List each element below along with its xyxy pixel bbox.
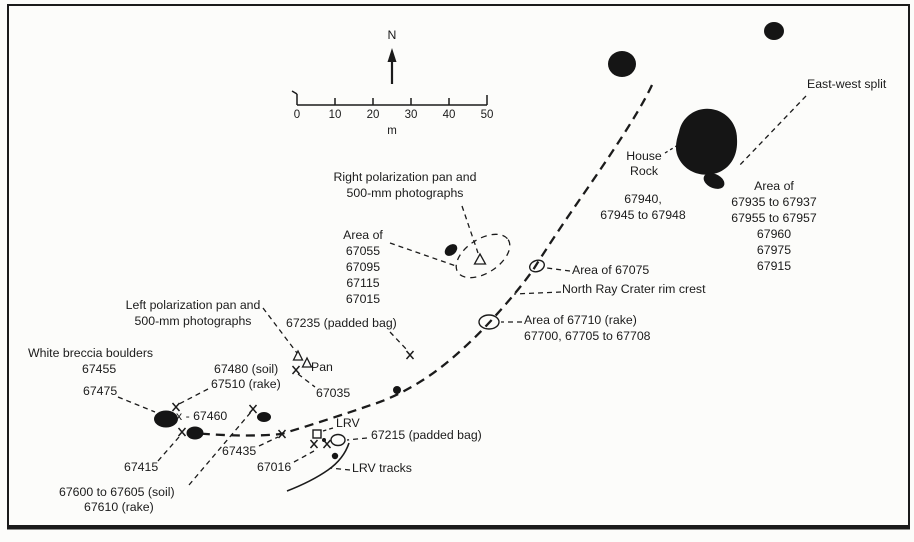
label-white-breccia: White breccia boulders	[28, 346, 154, 360]
boulder-dot	[393, 386, 401, 394]
leader-67510	[179, 389, 208, 404]
sample-x-mark	[311, 440, 318, 448]
lrv-tracks-curve	[287, 443, 349, 491]
scale-tick-0: 0	[293, 109, 301, 121]
label-rim-crest: North Ray Crater rim crest	[562, 282, 706, 296]
white-breccia-boulder	[187, 427, 204, 440]
label-67455: 67455	[82, 362, 117, 376]
leader-area-67075	[547, 268, 570, 271]
sample-x-mark	[324, 440, 331, 448]
label-67475: 67475	[83, 384, 118, 398]
house-rock-boulder	[676, 109, 737, 175]
leader-67035	[298, 374, 315, 387]
pan-area-dashed-ellipse	[449, 225, 518, 286]
leader-67435	[259, 437, 278, 446]
north-arrow-icon	[388, 48, 397, 84]
scale-tick-20: 20	[366, 109, 380, 121]
boulder-blob	[442, 242, 459, 259]
sample-x-mark	[179, 428, 186, 436]
label-bag-67215: 67215 (padded bag)	[371, 428, 482, 442]
label-lrv-tracks: LRV tracks	[352, 461, 412, 475]
boulders	[154, 22, 784, 459]
label-area-east-samples: Area of 67935 to 67937 67955 to 67957 67960 67975 67915	[731, 179, 817, 273]
leader-lrv	[323, 428, 333, 431]
area-67075-circle	[528, 258, 546, 273]
label-67510: 67510 (rake)	[211, 377, 281, 391]
leader-67415	[158, 437, 179, 461]
label-67415: 67415	[124, 460, 159, 474]
scale-tick-40: 40	[442, 109, 456, 121]
scale-bar	[292, 91, 487, 105]
label-bag-67235: 67235 (padded bag)	[286, 316, 397, 330]
north-label: N	[387, 28, 397, 42]
white-breccia-boulder	[154, 411, 178, 428]
scale-unit-label: m	[387, 125, 397, 137]
label-67480: 67480 (soil)	[214, 362, 279, 376]
leader-rim-crest-label	[514, 292, 561, 294]
leader-67475	[118, 397, 155, 412]
label-67610: 67610 (rake)	[84, 500, 154, 514]
scale-tick-30: 30	[404, 109, 418, 121]
label-67460: x - 67460	[176, 409, 228, 423]
boulder-dot	[332, 453, 338, 459]
label-house-rock: House Rock	[626, 149, 662, 178]
scale-tick-50: 50	[480, 109, 494, 121]
leader-lrv-tracks	[330, 468, 350, 470]
label-left-pan: Left polarization pan and 500-mm photographs	[125, 298, 261, 328]
left-pan-triangle	[294, 351, 303, 360]
label-area-67055: Area of 67055 67095 67115 67015	[343, 228, 383, 306]
right-pan-triangle	[475, 254, 486, 264]
white-breccia-boulder	[257, 412, 271, 422]
leader-east-west-split	[738, 96, 806, 167]
label-area-67075: Area of 67075	[572, 263, 650, 277]
label-lrv: LRV	[336, 416, 360, 430]
label-east-west-split: East-west split	[807, 77, 887, 91]
boulder-blob	[764, 22, 784, 40]
lrv-square	[313, 430, 321, 438]
leader-right-pan	[462, 206, 478, 253]
label-right-pan: Right polarization pan and 500-mm photographs	[333, 170, 477, 200]
label-house-rock-samples: 67940, 67945 to 67948	[600, 192, 686, 222]
label-pan: Pan	[311, 360, 333, 374]
leader-bag-67235	[390, 332, 408, 351]
scale-tick-10: 10	[328, 109, 342, 121]
sample-x-mark	[293, 366, 300, 374]
label-67035: 67035	[316, 386, 351, 400]
leader-67016	[294, 451, 314, 462]
sample-x-mark	[407, 351, 414, 359]
leader-bag-67215	[347, 438, 367, 440]
label-area-67710: Area of 67710 (rake) 67700, 67705 to 67708	[524, 313, 651, 343]
label-67435: 67435	[222, 444, 257, 458]
label-67600: 67600 to 67605 (soil)	[59, 485, 175, 499]
area-67215-circle	[331, 435, 345, 446]
label-67016: 67016	[257, 460, 292, 474]
sample-x-mark	[250, 405, 257, 413]
boulder-blob	[608, 51, 636, 77]
